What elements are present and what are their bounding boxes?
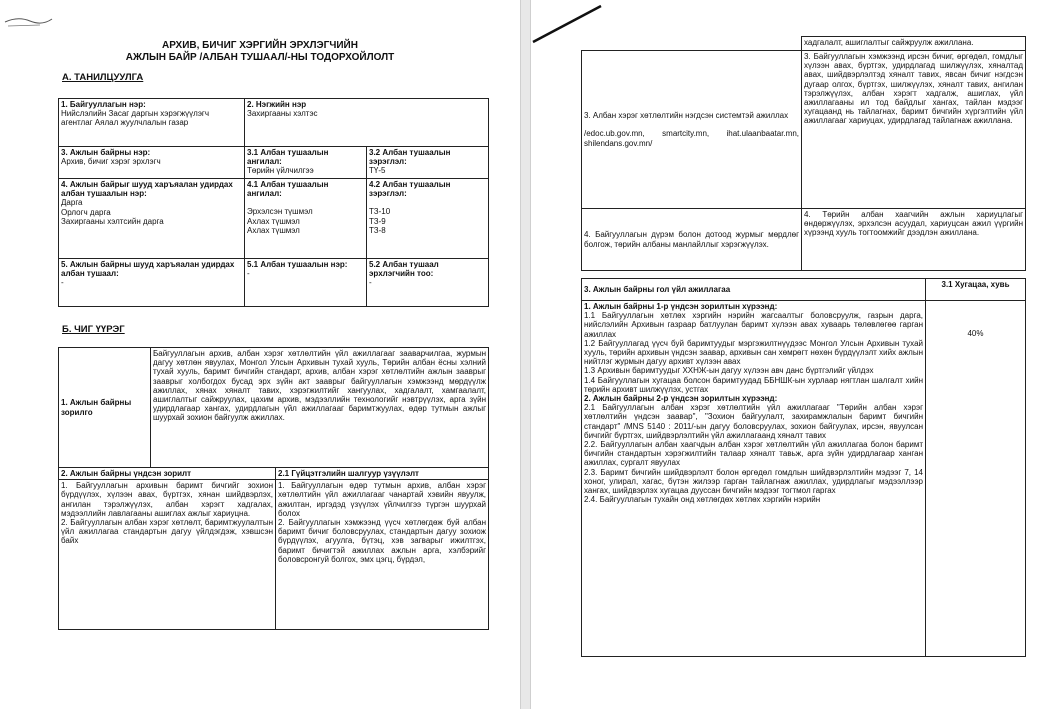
row4-text: 4. Төрийн албан хаагчийн ажлын хариуцлагыг өндөржүүлэх, эрхэлсэн асуудал, хариуцсан ажил үүргийн хүрээнд хууль тогтоомжийг дээдлэн ажиллана. xyxy=(802,209,1026,271)
activity-line: 1.1 Байгууллагын хөтлөх хэргийн нэрийн жагсаалтыг боловсруулж, газрын дарга, нийслэлийн Архивын газраар батлуулан баримт хүлээн авах хуваарь төлөвлөгөө гарган ажиллах xyxy=(584,311,923,339)
main-activities-table xyxy=(581,278,1026,657)
kpi-label: 2.1 Гүйцэтгэлийн шалгуур үзүүлэлт xyxy=(276,468,489,480)
activity-line: 1.2 Байгууллагад үүсч буй баримтуудыг мэргэжилтнүүдээс Монгол Улсын Архивын тухай хууль, төрийн архивын үндсэн заавар, архивын сан хөмрөгт нөхөн бүрдүүлэлт хийх ажлын нийтлэг журмын дагуу архивт хүлээн авах xyxy=(584,338,923,367)
time-value-cell xyxy=(926,301,1026,657)
subordinate-count-label: 5.2 Албан тушаал эрхлэгчийн тоо: xyxy=(369,260,439,279)
activity-line: 1.3 Архивын баримтуудыг ХХНЖ-ын дагуу хүлээн авч данс бүртгэлийг үйлдэх xyxy=(584,366,874,376)
org-value: Нийслэлийн Засаг даргын хэрэгжүүлэгч агентлаг Аялал жуулчлалын газар xyxy=(61,109,209,128)
goal-label-cell xyxy=(59,348,151,468)
supervisor-category-1: Эрхэлсэн түшмэл xyxy=(247,207,313,217)
subordinate-count-value: - xyxy=(369,278,372,288)
rank-value: ТҮ-5 xyxy=(369,166,386,176)
supervisor-name-3: Захиргааны хэлтсийн дарга xyxy=(61,216,164,226)
row3-label-cell xyxy=(582,51,802,209)
main-goal-label: 2. Ажлын байрны үндсэн зорилт xyxy=(59,468,276,480)
supervisor-rank-label: 4.2 Албан тушаалын зэрэглэл: xyxy=(369,180,451,199)
goal-text: Байгууллагын архив, албан хэрэг хөтлөлтийн үйл ажиллагааг зааварчилгаа, журмын дагуу хөтлөн явуулах, Монгол Улсын Архивын тухай хууль, Төрийн албан ёсны хэлний тухай хууль, баримт бичгийн стандарт, архив, албан хэрэг хөтлөлтийн ажлын зааврыг зааврыг холбогдох бусад эрх зүйн акт зааврыг байгууллагын хэмжээнд мөрдүүлж ажиллах, хянах хяналт тавих, хэрэгжилтийг хангуулах, хадгалалт, хамгаалалт, ашиглалтыг сайжруулах, цахим архив, мэдээллийн технологийг нэвтрүүлэх, арга зүйн удирдлагаар хангах, удирдлагын үйл ажиллагааг баримтжуулах, өдөр тутмын ажлыг шуурхай зохион байгуулж ажиллах. xyxy=(151,348,489,468)
supervisor-name-2: Орлогч дарга xyxy=(61,207,111,217)
row3-text: 3. Байгууллагын хэмжээнд ирсэн бичиг, өргөдөл, гомдлыг хүлээн авах, бүртгэх, удирдлагад шилжүүлэх, хяналтад авах, шийдвэрлэлтэд хяналт тавих, явсан бичиг нэгдсэн дугаар олгох, бүртгэх, шилжүүлэх, хяналт тавих, ангилан тэрэлжүүлэх, албан хэрэгт хадгалж, ашиглах, үйл ажиллагааны ил тод байдлыг хангах, тайлан мэдээг хугацаанд нь тайлагнах, баримт бичгийн хүргэлтийн үйл ажиллагааг хариуцах, удирдлагад тайлагнаж ажиллана. xyxy=(802,51,1026,209)
post-cell xyxy=(59,147,245,179)
row3-label: 3. Албан хэрэг хөтлөлтийн нэгдсэн системтэй ажиллах xyxy=(584,111,789,121)
goal-label: 1. Ажлын байрны зорилго xyxy=(61,398,132,417)
supervisor-rank-cell xyxy=(367,179,489,259)
supervisor-cell xyxy=(59,179,245,259)
org-label: 1. Байгууллагын нэр: xyxy=(61,100,146,109)
supervisor-category-label: 4.1 Албан тушаалын ангилал: xyxy=(247,180,329,199)
activities-label: 3. Ажлын байрны гол үйл ажиллагаа xyxy=(582,279,926,301)
kpi-text: 1. Байгууллагын өдөр тутмын архив, албан хэрэг хөтлөлтийн үйл ажиллагааг чанартай хэвийн явуулж, ажилтан, иргэдэд үзүүлэх үйлчилгээ түргэн шуурхай болох 2. Байгууллагын хэмжээнд үүсч хөтлөгдөж буй албан баримт бичиг боловсруулах, стандартын дагуу зохиож бүрдүүлэх, агуулга, бүтэц, хэв загварыг ижилтгэх, баримт бичигтэй ажиллах ажлын арга, хэлбэрийг боловсронгуй болгох, эмх цэгц, бүрдэл, xyxy=(276,480,489,630)
subordinate-label: 5. Ажлын байрны шууд харъяалан удирдах албан тушаал: xyxy=(61,260,235,279)
time-label: 3.1 Хугацаа, хувь xyxy=(926,279,1026,301)
left-page xyxy=(0,0,520,709)
document-title-line2: АЖЛЫН БАЙР /АЛБАН ТУШААЛ/-НЫ ТОДОРХОЙЛОЛТ xyxy=(125,52,395,63)
subordinate-post-cell xyxy=(245,259,367,307)
section-b-heading: Б. ЧИГ ҮҮРЭГ xyxy=(62,324,125,335)
continuation-text: хадгалалт, ашиглалтыг сайжруулж ажиллана. xyxy=(802,37,1026,51)
supervisor-category-2: Ахлах түшмэл xyxy=(247,216,300,226)
supervisor-rank-1: ТЗ-10 xyxy=(369,207,391,217)
supervisor-category-3: Ахлах түшмэл xyxy=(247,225,300,235)
activity-line: 2.1 Байгууллагын албан хэрэг хөтлөлтийн үйл ажиллагааг "Төрийн албан хэрэг хөтлөлтийн үндсэн заавар", "Зохион байгуулалт, захирамжлалын баримт бичгийн стандарт" /MNS 5140 : 2011/-ын дагуу боловсруулах, зохион байгуулах, ирсэн, явуулсан бичгийг бүртгэх, шийдвэрлэлтийн үйл ажиллагаанд хяналт тавих xyxy=(584,403,923,440)
subordinate-post-value: - xyxy=(247,269,250,279)
subordinate-value: - xyxy=(61,278,64,288)
category-label: 3.1 Албан тушаалын ангилал: xyxy=(247,148,329,167)
unit-cell xyxy=(245,99,489,147)
pen-scribble-mark xyxy=(0,10,60,32)
activity-line: 2. Ажлын байрны 2-р үндсэн зорилтын хүрээнд: xyxy=(584,394,778,404)
supervisor-rank-3: ТЗ-8 xyxy=(369,225,386,235)
time-value: 40% xyxy=(967,329,984,338)
org-cell xyxy=(59,99,245,147)
rank-cell xyxy=(367,147,489,179)
subordinate-post-label: 5.1 Албан тушаалын нэр: xyxy=(247,260,348,269)
category-value: Төрийн үйлчилгээ xyxy=(247,166,314,176)
supervisor-rank-2: ТЗ-9 xyxy=(369,216,386,226)
section-a-heading: А. ТАНИЛЦУУЛГА xyxy=(62,72,144,83)
document-title-line1: АРХИВ, БИЧИГ ХЭРГИЙН ЭРХЛЭГЧИЙН xyxy=(162,40,358,51)
post-value: Архив, бичиг хэрэг эрхлэгч xyxy=(61,157,161,167)
right-page xyxy=(531,0,1042,709)
activity-line: 2.3. Баримт бичгийн шийдвэрлэлт болон өргөдөл гомдлын шийдвэрлэлтийн мэдээг 7, 14 хоног, улирал, хагас, бүтэн жилээр гарган тайлагнаж ажиллах, удирдлагыг мэдээллээр хангах, шийдвэрлэх хугацаа дууссан бичгийн мэдээг тогтмол гаргах xyxy=(584,467,923,496)
supervisor-name-1: Дарга xyxy=(61,198,83,208)
row4-label: 4. Байгууллагын дүрэм болон дотоод журмыг мөрдлөг болгож, төрийн албаны манлайллыг хэрэгжүүлэх. xyxy=(582,209,802,271)
unit-value: Захиргааны хэлтэс xyxy=(247,109,318,119)
unit-label: 2. Нэгжийн нэр xyxy=(247,100,307,109)
category-cell xyxy=(245,147,367,179)
activity-line: 2.2. Байгууллагын албан хаагчдын албан хэрэг хөтлөлтийн үйл ажиллагаа болон баримт бичгийн стандартын хэрэгжилтийн талаар хяналт тавьж, арга зүйн удирдлагаар ханган ажиллах, сургалт явуулах xyxy=(584,440,923,468)
intro-table xyxy=(58,98,489,307)
activity-line: 2.4. Байгууллагын тухайн онд хөтлөгдөх хөтлөх хэргийн нэрийн xyxy=(584,495,821,505)
subordinate-count-cell xyxy=(367,259,489,307)
row3-links: /edoc.ub.gov.mn, smartcity.mn, ihat.ulaanbaatar.mn, shilendans.gov.mn/ xyxy=(584,129,799,148)
duties-table xyxy=(58,347,489,630)
continuation-table xyxy=(581,36,1026,271)
page-gutter xyxy=(520,0,531,709)
activity-line: 1. Ажлын байрны 1-р үндсэн зорилтын хүрээнд: xyxy=(584,302,778,311)
main-goal-text: 1. Байгууллагын архивын баримт бичгийг зохион бүрдүүлэх, хүлээн авах, бүртгэх, хянан шийдвэрлэх, ангилан тэрэлжүүлэх, албан хэрэгт хадгалах, мэдээллийн лавлагааны ашиглах ажлыг хариуцна. 2. Байгууллагын албан хэрэг хөтлөлт, баримтжуулалтын үйл ажиллагаа стандартын дагуу үйлдэгдэж, хэвшсэн байх xyxy=(59,480,276,630)
activity-line: 1.4 Байгууллагын хугацаа болсон баримтуудад ББНШК-ын хурлаар нягтлан шалгалт хийн төрийн архивт шилжүүлэх, устгах xyxy=(584,375,923,394)
subordinate-cell xyxy=(59,259,245,307)
rank-label: 3.2 Албан тушаалын зэрэглэл: xyxy=(369,148,451,167)
post-label: 3. Ажлын байрны нэр: xyxy=(61,148,151,157)
supervisor-label: 4. Ажлын байрыг шууд харъяалан удирдах албан тушаалын нэр: xyxy=(61,180,233,199)
supervisor-category-cell xyxy=(245,179,367,259)
activities-text xyxy=(582,301,926,657)
